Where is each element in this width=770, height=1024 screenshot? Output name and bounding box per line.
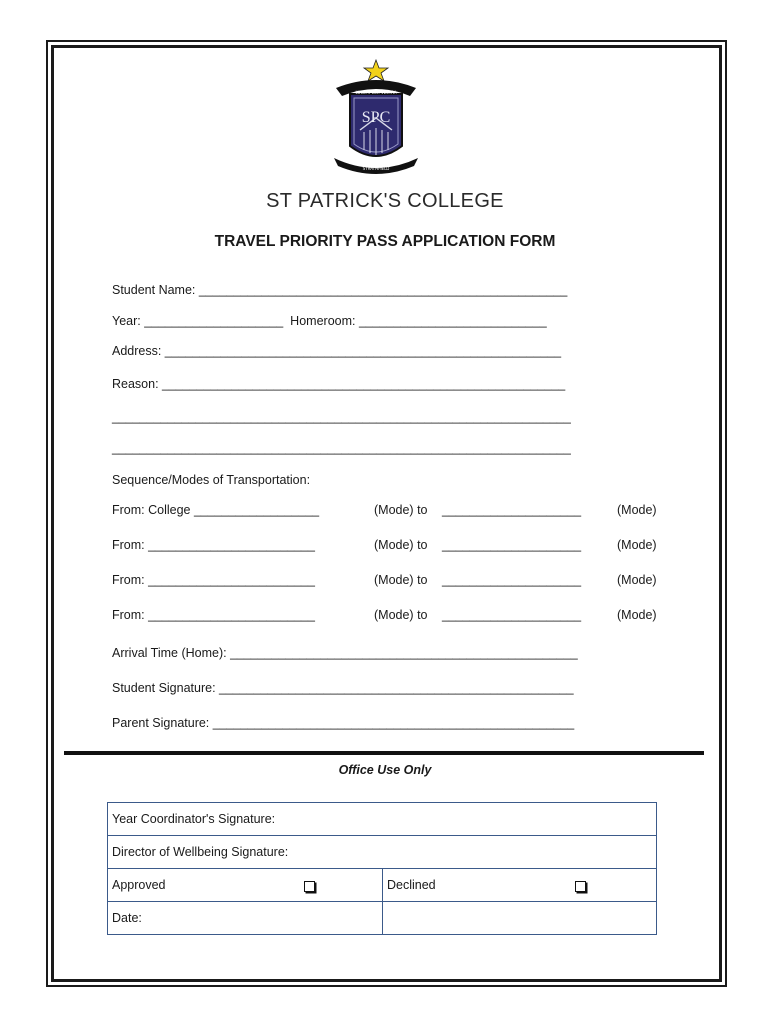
office-use-heading: Office Use Only — [338, 763, 432, 777]
approved-checkbox[interactable] — [304, 881, 315, 892]
crest-star-icon — [364, 60, 388, 81]
transport-mode-3: (Mode) — [617, 573, 657, 587]
address-field[interactable]: Address: _________________________________________________________ — [112, 344, 562, 358]
student-name-field[interactable]: Student Name: _____________________________________________________ — [112, 283, 568, 297]
transport-to-2[interactable]: ____________________ — [442, 538, 582, 552]
transport-mode-to-3: (Mode) to — [374, 573, 428, 587]
transport-mode-2: (Mode) — [617, 538, 657, 552]
student-signature-field[interactable]: Student Signature: ___________________________________________________ — [112, 681, 574, 695]
table-row — [108, 869, 657, 902]
table-row — [108, 803, 657, 836]
office-use-table — [107, 802, 657, 935]
reason-line-2[interactable]: __________________________________________________________________ — [112, 410, 571, 424]
transport-mode-to-1: (Mode) to — [374, 503, 428, 517]
sequence-label: Sequence/Modes of Transportation: — [112, 473, 311, 487]
transport-mode-4: (Mode) — [617, 608, 657, 622]
college-crest-logo — [330, 58, 422, 180]
svg-text:LUCEAT LUX VESTRA: LUCEAT LUX VESTRA — [355, 90, 397, 95]
svg-text:SPC: SPC — [361, 109, 391, 126]
table-row — [108, 902, 657, 935]
reason-field[interactable]: Reason: __________________________________________________________ — [112, 377, 566, 391]
transport-mode-to-4: (Mode) to — [374, 608, 428, 622]
reason-line-3[interactable]: __________________________________________________________________ — [112, 441, 571, 455]
date-cell[interactable]: Date: — [108, 902, 383, 935]
year-homeroom-field[interactable]: Year: ____________________ Homeroom: ___________________________ — [112, 314, 547, 328]
form-title: TRAVEL PRIORITY PASS APPLICATION FORM — [214, 233, 556, 250]
table-row — [108, 836, 657, 869]
transport-from-2[interactable]: From: ________________________ — [112, 538, 315, 552]
transport-to-4[interactable]: ____________________ — [442, 608, 582, 622]
approved-label: Approved — [112, 878, 166, 892]
arrival-time-field[interactable]: Arrival Time (Home): __________________________________________________ — [112, 646, 578, 660]
svg-text:STRATHFIELD: STRATHFIELD — [362, 166, 390, 171]
date-value-cell[interactable] — [383, 902, 657, 935]
approved-cell — [108, 869, 383, 902]
college-name: ST PATRICK'S COLLEGE — [266, 190, 504, 212]
transport-mode-to-2: (Mode) to — [374, 538, 428, 552]
transport-to-3[interactable]: ____________________ — [442, 573, 582, 587]
declined-label: Declined — [387, 878, 436, 892]
year-coordinator-signature-cell[interactable]: Year Coordinator's Signature: — [108, 803, 657, 836]
section-divider — [64, 751, 704, 755]
director-wellbeing-signature-cell[interactable]: Director of Wellbeing Signature: — [108, 836, 657, 869]
declined-cell — [383, 869, 657, 902]
transport-mode-1: (Mode) — [617, 503, 657, 517]
declined-checkbox[interactable] — [575, 881, 586, 892]
transport-from-4[interactable]: From: ________________________ — [112, 608, 315, 622]
transport-from-1[interactable]: From: College __________________ — [112, 503, 320, 517]
transport-from-3[interactable]: From: ________________________ — [112, 573, 315, 587]
transport-to-1[interactable]: ____________________ — [442, 503, 582, 517]
parent-signature-field[interactable]: Parent Signature: ____________________________________________________ — [112, 716, 575, 730]
